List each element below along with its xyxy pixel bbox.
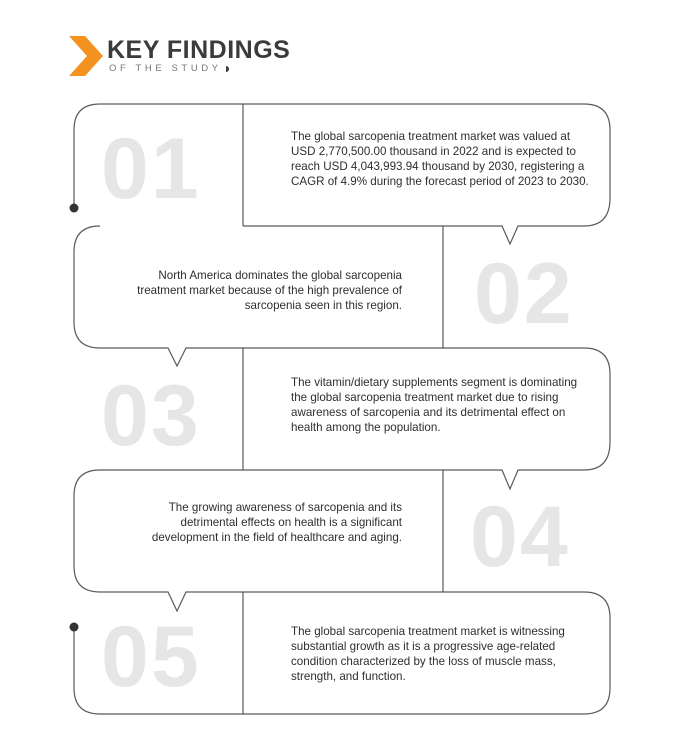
- page-title: KEY FINDINGS: [107, 36, 291, 64]
- timeline-end-dot: [70, 623, 79, 632]
- finding-text-02: North America dominates the global sarcopenia treatment market because of the high prevalence of sarcopenia seen in this region.: [137, 269, 402, 312]
- finding-number-01: 01: [101, 121, 201, 217]
- page-subtitle: OF THE STUDY: [109, 63, 222, 74]
- finding-number-04: 04: [470, 489, 570, 585]
- finding-number-05: 05: [101, 609, 201, 705]
- finding-text-04: The growing awareness of sarcopenia and its detrimental effects on health is a significant development in the field of healthcare and aging.: [151, 501, 402, 544]
- finding-text-05: The global sarcopenia treatment market is witnessing substantial growth as it is a progressive age-related condition characterized by the loss of muscle mass, strength, and function.: [291, 625, 565, 683]
- finding-number-03: 03: [101, 368, 201, 464]
- finding-text-01: The global sarcopenia treatment market was valued at USD 2,770,500.00 thousand in 2022 and is expected to reach USD 4,043,993.94 thousand by 2030, registering a CAGR of 4.9% during the forecast period of 2023 to 2030.: [291, 130, 589, 188]
- finding-text-03: The vitamin/dietary supplements segment is dominating the global sarcopenia treatment market due to rising awareness of sarcopenia and its detrimental effect on health among the population.: [291, 376, 578, 434]
- finding-number-02: 02: [474, 246, 574, 342]
- timeline-start-dot: [70, 204, 79, 213]
